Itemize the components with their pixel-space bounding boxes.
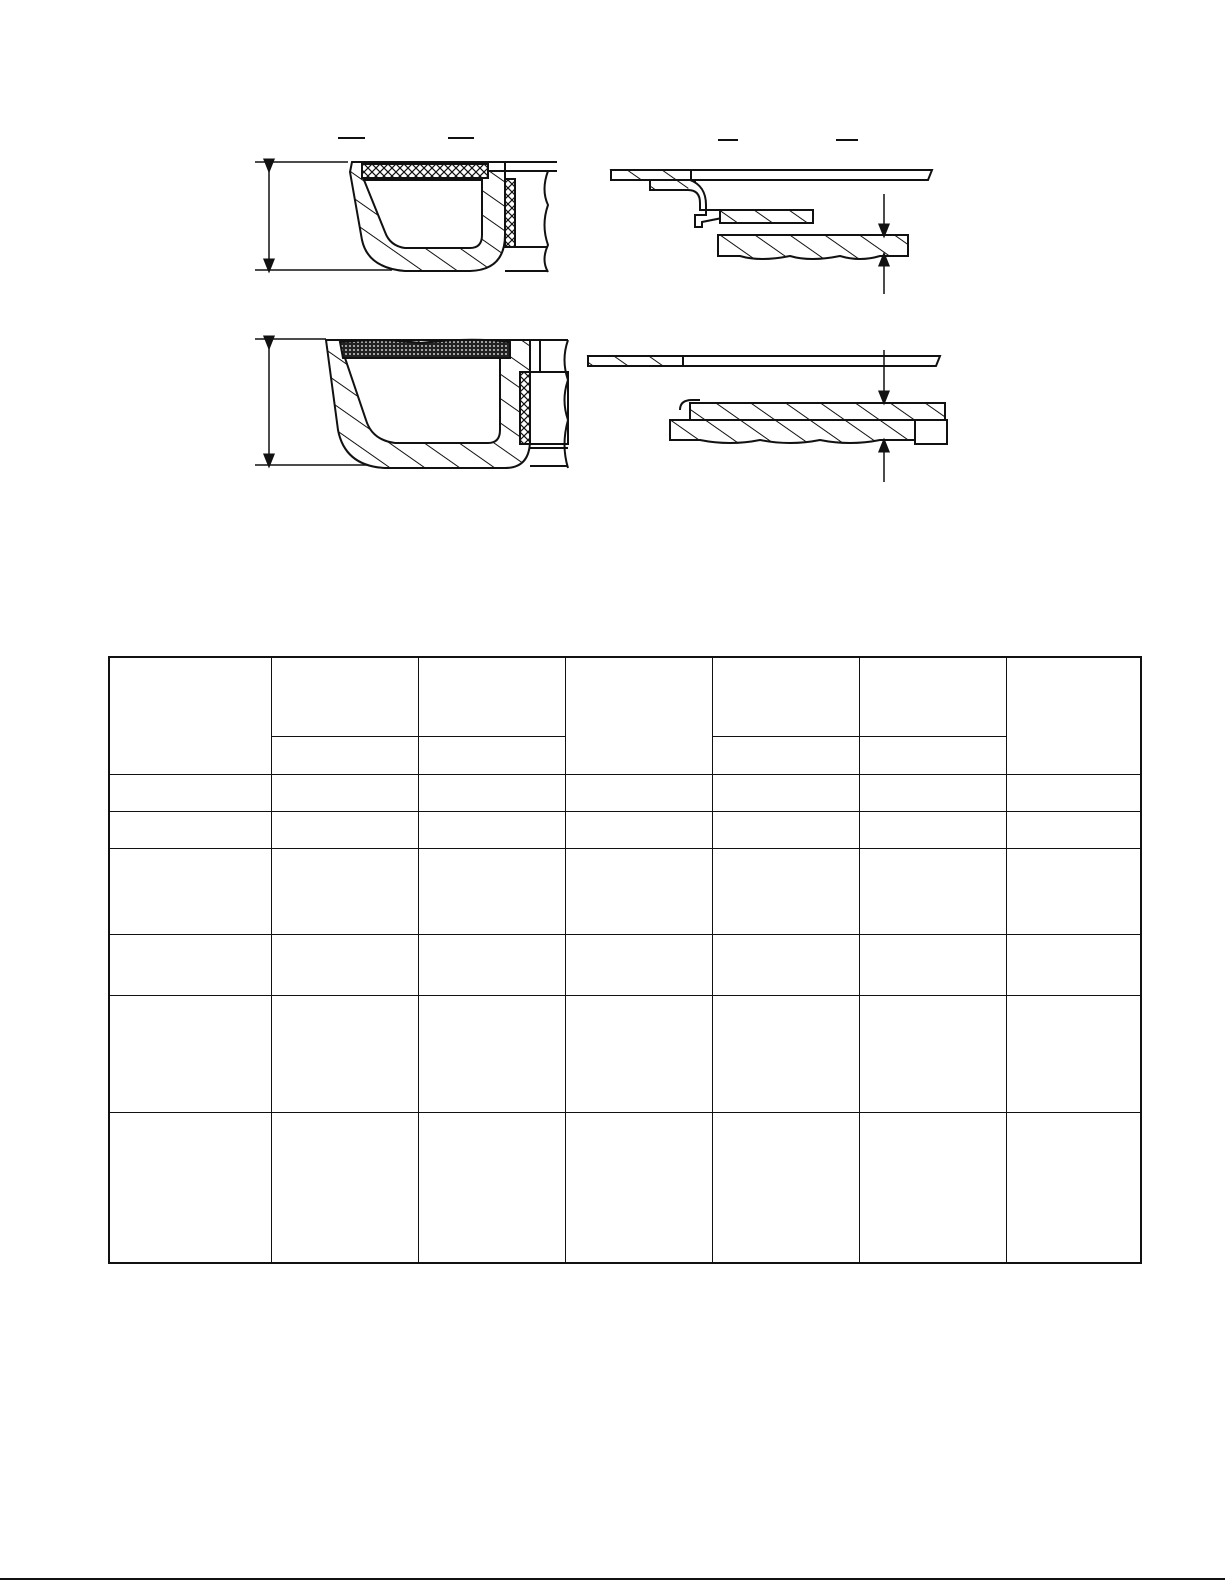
table-cell: [712, 774, 859, 811]
table-cell: [418, 774, 565, 811]
lower-left-section: [255, 339, 568, 468]
table-cell: [271, 811, 418, 848]
table-cell: [418, 934, 565, 995]
table-cell: [1006, 995, 1141, 1112]
table-cell: [565, 934, 712, 995]
table-header-cell: [1006, 657, 1141, 774]
table-cell: [418, 811, 565, 848]
table-cell: [271, 774, 418, 811]
table-row: [109, 1112, 1141, 1263]
table-cell: [271, 1112, 418, 1263]
table-row: [109, 934, 1141, 995]
table-cell: [1006, 811, 1141, 848]
table-subheader-cell: [418, 736, 565, 774]
table-header-cell: [109, 657, 271, 774]
upper-left-section: [255, 138, 557, 272]
table-cell: [1006, 1112, 1141, 1263]
table-subheader-cell: [859, 736, 1006, 774]
table-cell: [565, 1112, 712, 1263]
cross-section-figure: [0, 0, 1225, 560]
table-cell: [109, 811, 271, 848]
table-cell: [1006, 774, 1141, 811]
table-cell: [109, 995, 271, 1112]
table-cell: [712, 934, 859, 995]
spec-table: [108, 656, 1142, 1264]
table-cell: [565, 811, 712, 848]
table-cell: [565, 995, 712, 1112]
table-cell: [712, 1112, 859, 1263]
table-cell: [712, 995, 859, 1112]
table-header-cell: [418, 657, 565, 736]
table-cell: [109, 774, 271, 811]
table-row: [109, 774, 1141, 811]
table-subheader-cell: [712, 736, 859, 774]
table-cell: [271, 934, 418, 995]
table-cell: [109, 1112, 271, 1263]
table-cell: [1006, 848, 1141, 934]
table-row: [109, 848, 1141, 934]
table-header-row: [109, 657, 1141, 736]
table-cell: [109, 848, 271, 934]
table-cell: [418, 1112, 565, 1263]
table-cell: [565, 848, 712, 934]
table-cell: [712, 848, 859, 934]
table-cell: [565, 774, 712, 811]
lower-right-section: [588, 350, 947, 482]
table-cell: [712, 811, 859, 848]
table-cell: [859, 995, 1006, 1112]
table-cell: [418, 995, 565, 1112]
table-header-cell: [859, 657, 1006, 736]
table-header-cell: [565, 657, 712, 774]
table-cell: [859, 811, 1006, 848]
table-cell: [271, 848, 418, 934]
table-row: [109, 995, 1141, 1112]
table-header-cell: [271, 657, 418, 736]
table-cell: [859, 774, 1006, 811]
table-cell: [859, 1112, 1006, 1263]
table-cell: [109, 934, 271, 995]
upper-right-section: [611, 140, 932, 294]
table-cell: [271, 995, 418, 1112]
table-cell: [418, 848, 565, 934]
table-cell: [859, 848, 1006, 934]
table-row: [109, 811, 1141, 848]
table-cell: [859, 934, 1006, 995]
table-header-cell: [712, 657, 859, 736]
page-footer-rule: [0, 1578, 1225, 1580]
table-subheader-cell: [271, 736, 418, 774]
table-cell: [1006, 934, 1141, 995]
